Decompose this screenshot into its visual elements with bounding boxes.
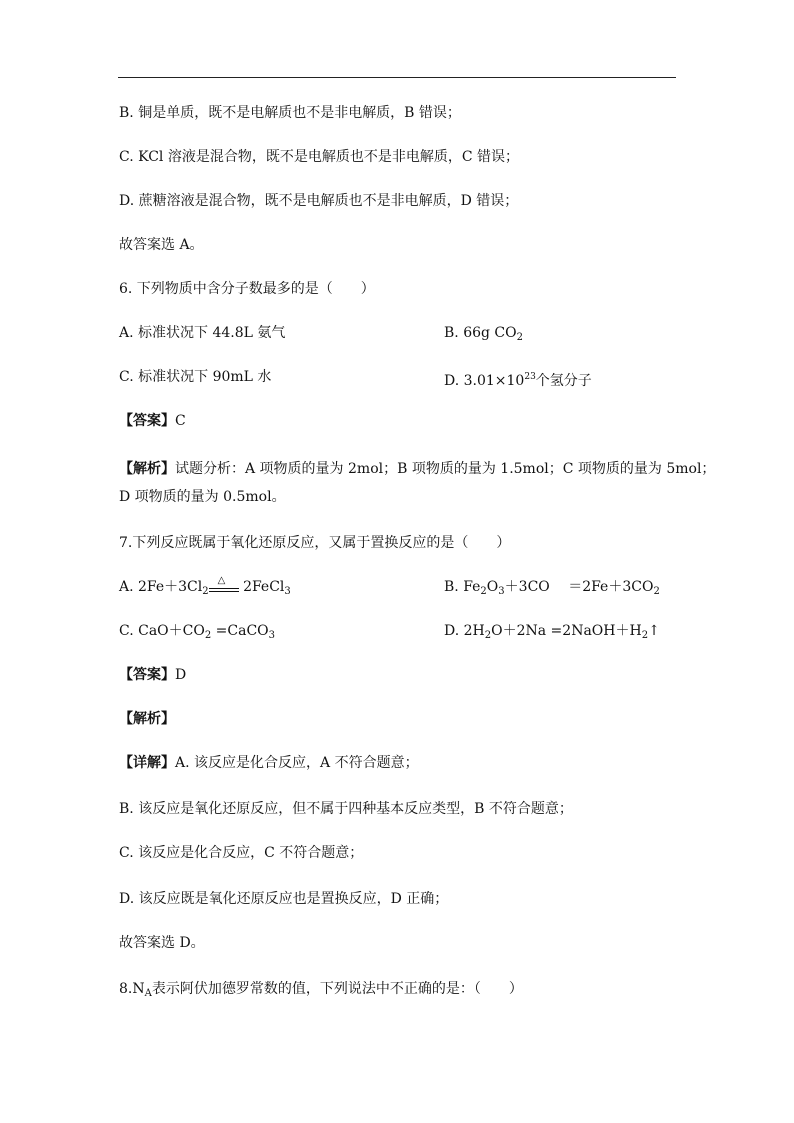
detail-7a: 【详解】A. 该反应是化合反应，A 不符合题意；: [119, 755, 419, 771]
option-6c: C. 标准状况下 90mL 水: [119, 369, 272, 385]
header-rule: [118, 77, 676, 78]
final-answer-7: 故答案选 D。: [119, 935, 205, 951]
answer-7: 【答案】D: [119, 667, 187, 683]
analysis-7-label: 【解析】: [119, 711, 175, 727]
option-6b: B. 66g $CO_2$: [444, 325, 523, 343]
question-7: 7.下列反应既属于氧化还原反应，又属于置换反应的是（ ）: [119, 535, 511, 551]
text-line: B. 铜是单质，既不是电解质也不是非电解质，B 错误；: [119, 105, 461, 121]
text-line: D. 蔗糖溶液是混合物，既不是电解质也不是非电解质，D 错误；: [119, 193, 519, 209]
question-6: 6. 下列物质中含分子数最多的是（ ）: [119, 281, 375, 297]
option-7c: C. $CaO+CO_2$ =CaCO$_3$: [119, 623, 276, 641]
answer-6: 【答案】C: [119, 413, 186, 429]
text-line: C. KCl 溶液是混合物，既不是电解质也不是非电解质，C 错误；: [119, 149, 519, 165]
option-6a: A. 标准状况下 44.8L 氨气: [119, 325, 286, 341]
detail-7c: C. 该反应是化合反应，C 不符合题意；: [119, 845, 364, 861]
option-7d: D. $2H_2O+2Na$ $=2NaOH+H_2↑$: [444, 623, 660, 641]
detail-7d: D. 该反应既是氧化还原反应也是置换反应，D 正确；: [119, 891, 449, 907]
question-8: $8.N_A$表示阿伏加德罗常数的值，下列说法中不正确的是：（ ）: [119, 981, 523, 999]
detail-7b: B. 该反应是氧化还原反应，但不属于四种基本反应类型，B 不符合题意；: [119, 801, 573, 817]
option-7a: A. $2Fe+3Cl_2$ △ 2FeCl$_3$: [119, 575, 291, 597]
heat-condition-symbol: △: [209, 579, 239, 593]
text-line: 故答案选 A。: [119, 237, 204, 253]
analysis-6: 【解析】试题分析：A 项物质的量为 2mol；B 项物质的量为 1.5mol；C 项物质的量为 5mol；: [119, 461, 716, 477]
analysis-6-cont: D 项物质的量为 0.5mol。: [119, 489, 286, 505]
option-6d: D. $3.01\times 10^{23}$个氢分子: [444, 372, 592, 389]
option-7b: B. $Fe_2O_3+3CO$ $=2Fe+3CO_2$: [444, 579, 660, 597]
